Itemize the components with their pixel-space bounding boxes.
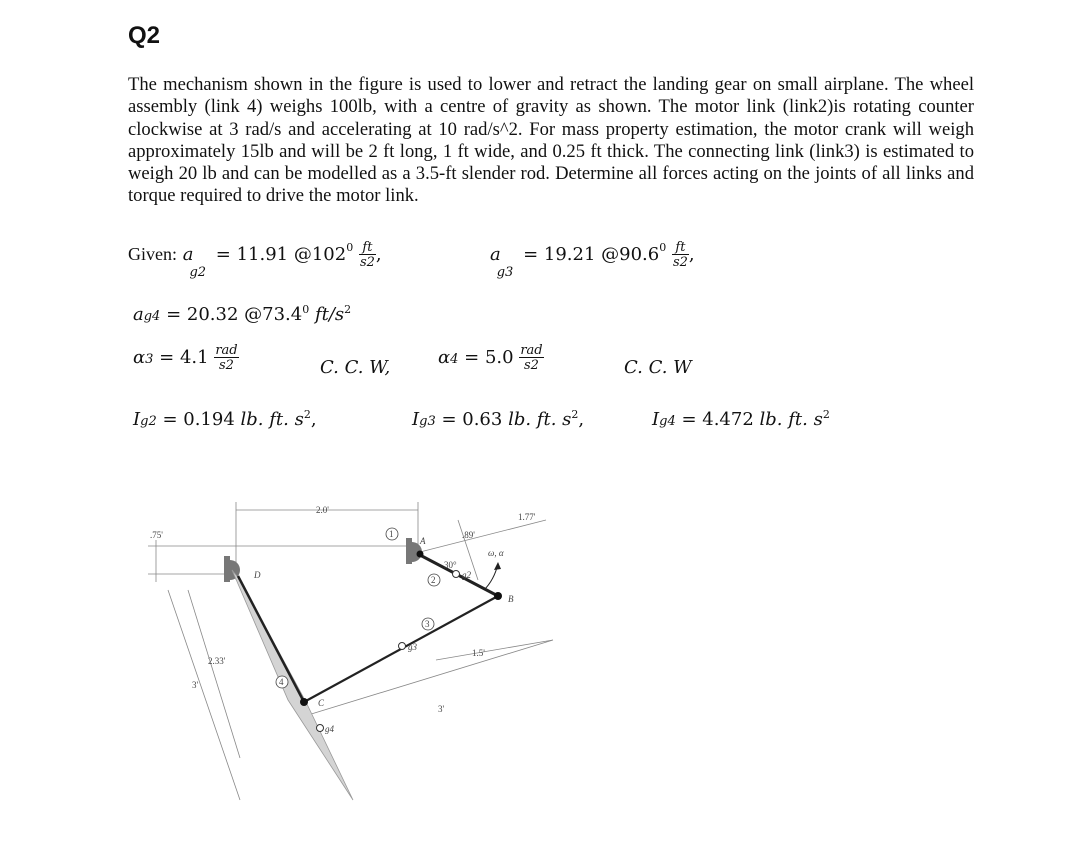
ag3-symbol: a [490,244,501,265]
problem-statement: The mechanism shown in the figure is used to lower and retract the landing gear on small airplane. The wheel assembly (link 4) weighs 100lb, with a centre of gravity as shown. The motor link (link2)is rotating counter clockwise at 3 rad/s and accelerating at 10 rad/s^2. For mass property estimation, the motor crank will weigh approximately 15lb and will be 2 ft long, 1 ft wide, and 0.25 ft thick. The connecting link (link3) is estimated to weigh 20 lb and can be modelled as a 3.5-ft slender rod. Determine all forces acting on the joints of all links and torque required to drive the motor link. [128,74,974,207]
ag4-deg: 0 [302,303,310,316]
link-4-label: 4 [279,677,284,687]
omega-arrowhead [494,562,501,570]
given-alpha4 [438,344,544,372]
link-3-label: 3 [425,619,430,629]
ig3-tail: , [578,409,585,430]
dim-15-line [436,640,553,660]
dim-177-label: 1.77' [518,512,536,522]
ig4-unit: lb. ft. s [759,409,823,430]
point-A-label: A [420,536,426,546]
omega-label: ω, α [488,548,504,558]
alpha4-sub: 4 [450,352,459,367]
ag2-symbol: a [182,244,194,265]
ig4-value: = 4.472 [681,409,754,430]
mechanism-figure [128,490,588,810]
ig2-unit: lb. ft. s [240,409,304,430]
ground-A [406,538,412,564]
dim-233-label: 2.33' [208,656,226,666]
dim-3-bottom-label: 3' [438,704,445,714]
ig2-sub: g2 [140,414,157,429]
point-C-label: C [318,698,325,708]
ag4-symbol: a [133,304,144,325]
ig3-sub: g3 [419,414,436,429]
cg-g4-marker [317,725,324,732]
given-alpha3 [133,344,239,372]
ig3-exp: 2 [571,408,579,421]
point-D-label: D [254,570,261,580]
link-1-label: 1 [389,529,394,539]
ig3-unit: lb. ft. s [508,409,572,430]
given-label: Given: [128,244,177,264]
ag3-value: = 19.21 @90.6 [523,244,660,265]
angle-label: 30° [444,560,457,570]
ig2-exp: 2 [303,408,311,421]
dim-top-label: 2.0' [316,505,329,515]
mechanism-diagram [128,490,588,810]
dim-75-label: .75' [150,530,163,540]
joint-C [300,698,308,706]
ig4-exp: 2 [822,408,830,421]
ag3-sub: g3 [496,265,514,280]
point-B-label: B [508,594,514,604]
ig4-symbol: I [652,409,660,430]
ag4-unit-exp: 2 [344,303,352,316]
dim-15-label: 1.5' [472,648,485,658]
ag2-num: ft [362,240,373,255]
alpha3-symbol: α [133,347,146,368]
link-2-label: 2 [431,575,436,585]
ig4-sub: g4 [659,414,676,429]
alpha4-direction: C. C. W [624,357,692,378]
ag2-deg: 0 [346,241,354,254]
dim-3-left-line [168,590,240,800]
ag4-sub: g4 [143,309,161,324]
ig2-symbol: I [133,409,141,430]
alpha4-value: = 5.0 [464,347,514,368]
cg-g2-marker [453,571,460,578]
cg-g3-marker [399,643,406,650]
alpha4-num: rad [520,343,543,358]
alpha3-value: = 4.1 [159,347,209,368]
alpha3-sub: 3 [145,352,154,367]
dim-3-bottom-line [308,640,553,715]
given-ig3 [412,408,584,430]
given-ag3: $a_{g3} = 19.21$ @90.6$^0$ $\frac{ft}{s2}$ , [490,240,695,280]
ag2-den: s2 [359,255,375,270]
link-4-edge [238,576,304,702]
dim-233-line [188,590,240,758]
ag3-unit-fraction [672,241,689,269]
given-ig2 [133,408,317,430]
ag3-num: ft [675,240,686,255]
cg-g3-label: g3 [408,642,417,652]
joint-A [417,551,424,558]
dim-3-left-label: 3' [192,680,199,690]
alpha3-unit-fraction [214,344,238,372]
ag3-deg: 0 [659,241,667,254]
given-ag4 [133,303,351,325]
given-ag2: Given: $a_{g2} = 11.91$ $@102^0$ $\frac{ft}{s2}$ , [128,240,382,280]
question-title: Q2 [128,22,161,49]
ag4-unit: ft/s [314,304,345,325]
ag2-sub: g2 [189,265,207,280]
alpha4-symbol: α [438,347,451,368]
alpha3-direction: C. C. W, [320,357,391,378]
dimension-lines [148,502,553,800]
dim-177-line [420,520,546,552]
ground-D [224,556,230,582]
joint-B [494,592,502,600]
ag2-value: = 11.91 @102 [215,244,347,265]
ig2-tail: , [310,409,317,430]
given-ig4 [652,408,830,430]
ag3-den: s2 [672,255,688,270]
alpha4-unit-fraction [519,344,543,372]
alpha3-num: rad [215,343,238,358]
ig2-value: = 0.194 [162,409,235,430]
alpha4-den: s2 [519,357,543,372]
ig3-symbol: I [412,409,420,430]
dim-89-label: .89' [462,530,475,540]
cg-g2-label: g2 [462,570,471,580]
ig3-value: = 0.63 [441,409,503,430]
cg-g4-label: g4 [325,724,334,734]
alpha3-den: s2 [214,357,238,372]
ag2-unit-fraction [359,241,376,269]
ag4-value: = 20.32 @73.4 [166,304,303,325]
